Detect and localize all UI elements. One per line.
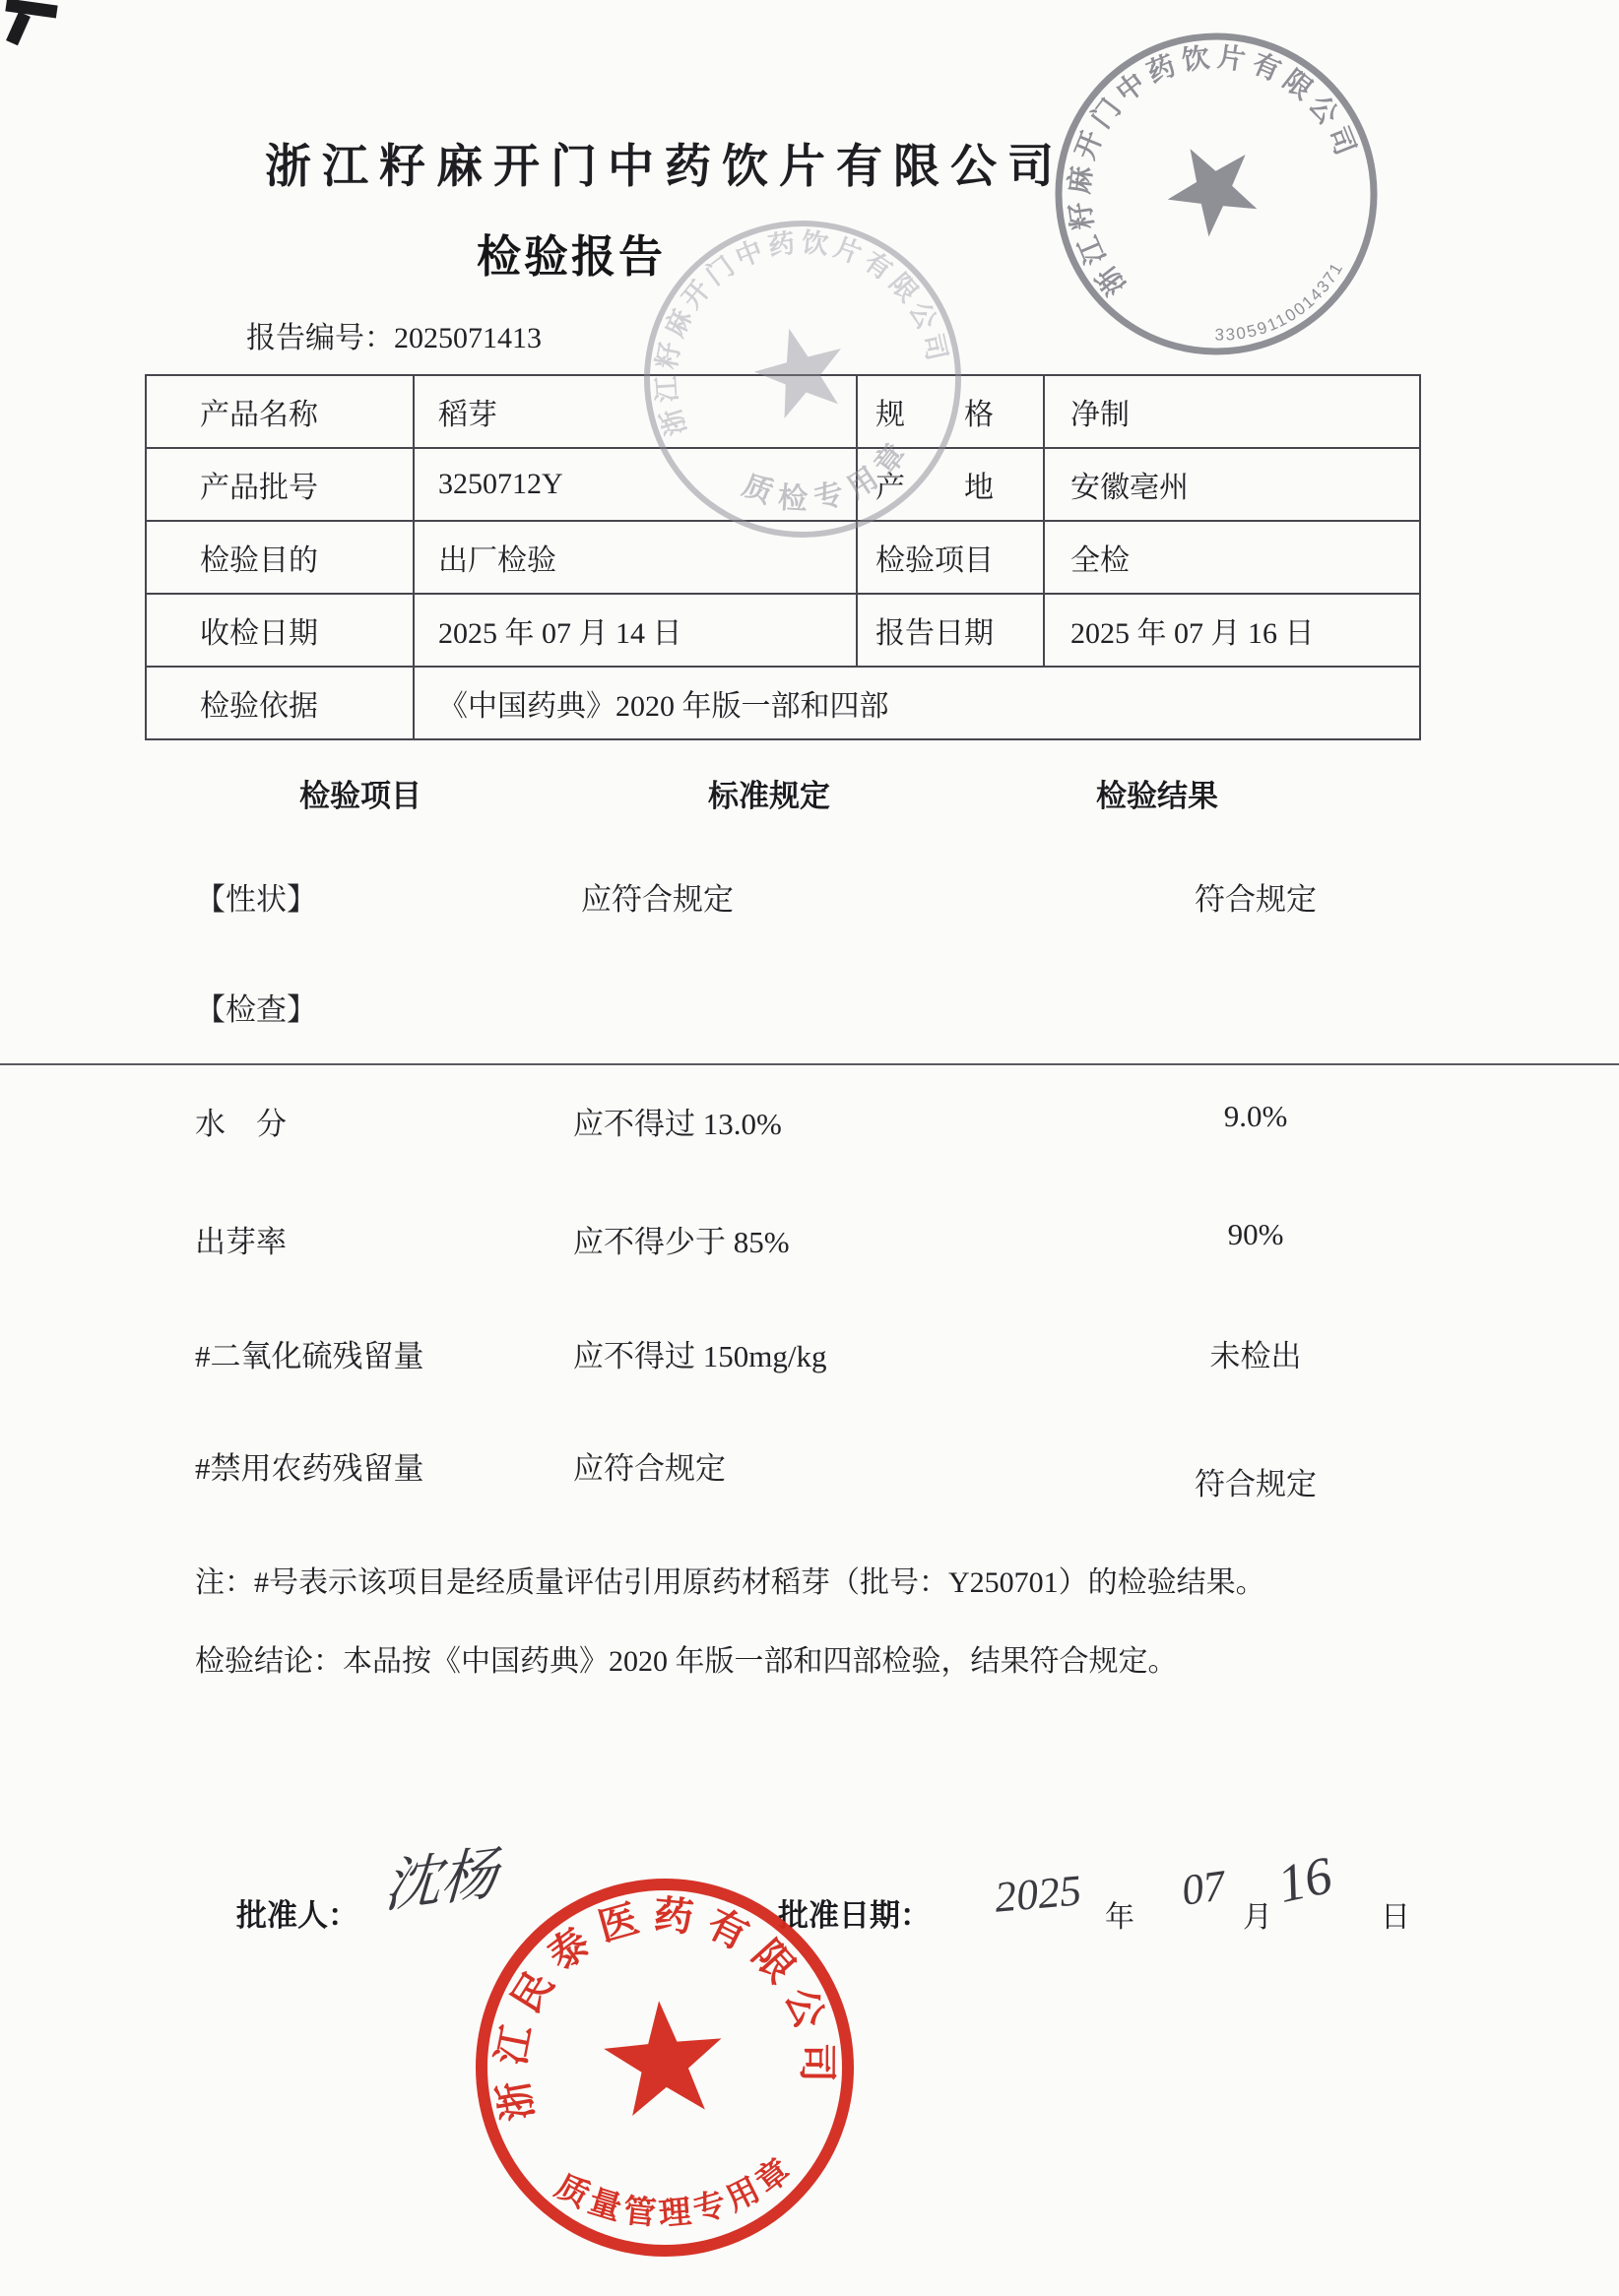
conclusion-note: 检验结论：本品按《中国药典》2020 年版一部和四部检验，结果符合规定。 [195, 1645, 1178, 1678]
approval-date-year: 2025 [993, 1866, 1083, 1922]
seal-company-text: 浙江民泰医药有限公司 [488, 1891, 840, 2125]
label-purpose: 检验目的 [146, 521, 414, 594]
approval-date-month: 07 [1178, 1861, 1229, 1915]
seal-number-text: 33059110014371 [1214, 258, 1347, 345]
item-result: 90% [1227, 1217, 1284, 1251]
label-receive-date: 收检日期 [146, 594, 414, 667]
label-origin: 产 地 [857, 448, 1044, 521]
result-row-moisture [0, 1099, 1619, 1142]
company-title: 浙江籽麻开门中药饮片有限公司 [265, 142, 1065, 193]
item-name: 水 分 [195, 1107, 287, 1141]
table-row [146, 594, 1420, 667]
star-icon [745, 317, 855, 422]
value-origin: 安徽亳州 [1044, 448, 1420, 521]
report-number-value: 2025071413 [394, 322, 542, 354]
value-test-items: 全检 [1044, 521, 1420, 594]
item-result: 符合规定 [1195, 882, 1317, 917]
column-header-standard: 标准规定 [708, 779, 830, 813]
year-unit: 年 [1105, 1901, 1134, 1934]
svg-text:33059110014371 [1206, 254, 1358, 363]
section-divider-line [0, 1063, 1619, 1065]
table-row [146, 667, 1420, 739]
star-icon [600, 1996, 727, 2118]
report-number-label: 报告编号： [246, 322, 394, 354]
value-receive-date: 2025 年 07 月 14 日 [414, 594, 857, 667]
item-standard: 应不得过 13.0% [573, 1107, 782, 1141]
item-standard: 应不得过 150mg/kg [573, 1339, 827, 1373]
value-report-date: 2025 年 07 月 16 日 [1044, 594, 1420, 667]
company-seal-stamp [974, 0, 1458, 436]
column-header-item: 检验项目 [299, 779, 421, 813]
result-row-pesticide [0, 1443, 1619, 1501]
approver-label: 批准人： [236, 1898, 358, 1933]
item-name: 【性状】 [195, 882, 317, 917]
value-product-name: 稻芽 [414, 375, 857, 448]
label-product-name: 产品名称 [146, 375, 414, 448]
label-report-date: 报告日期 [857, 594, 1044, 667]
item-result: 未检出 [1209, 1339, 1302, 1373]
result-row-character [0, 874, 1619, 918]
seal-company-text: 浙江籽麻开门中药饮片有限公司 [1065, 41, 1363, 301]
approver-signature: 沈杨 [382, 1840, 500, 1920]
result-section-inspection [0, 985, 1619, 1028]
item-name: #二氧化硫残留量 [195, 1339, 424, 1373]
column-header-result: 检验结果 [1096, 779, 1218, 813]
item-standard: 应符合规定 [573, 1451, 726, 1486]
value-basis: 《中国药典》2020 年版一部和四部 [414, 667, 1420, 739]
approval-date-label: 批准日期： [778, 1898, 931, 1933]
report-title: 检验报告 [476, 231, 666, 282]
seal-company-text: 浙江籽麻开门中药饮片有限公司 [651, 227, 953, 440]
star-icon [1151, 126, 1271, 245]
item-name: 出芽率 [195, 1225, 287, 1259]
remark-note: 注：#号表示该项目是经质量评估引用原药材稻芽（批号：Y250701）的检验结果。 [195, 1566, 1265, 1599]
quality-seal-stamp [444, 1847, 886, 2289]
label-batch-no: 产品批号 [146, 448, 414, 521]
report-number [246, 313, 542, 356]
svg-text:质检专用章 [731, 425, 928, 536]
scan-artifact [6, 12, 31, 46]
seal-label-text: 质量管理专用章 [549, 2149, 802, 2234]
day-unit: 日 [1381, 1901, 1410, 1934]
month-unit: 月 [1243, 1901, 1272, 1934]
value-batch-no: 3250712Y [414, 448, 857, 521]
scan-artifact [5, 0, 57, 19]
label-basis: 检验依据 [146, 667, 414, 739]
label-spec: 规 格 [857, 375, 1044, 448]
approval-date-day: 16 [1272, 1845, 1337, 1914]
item-standard: 应不得少于 85% [573, 1225, 790, 1259]
value-spec: 净制 [1044, 375, 1420, 448]
label-test-items: 检验项目 [857, 521, 1044, 594]
seal-label-text: 质检专用章 [738, 430, 919, 517]
item-name: 【检查】 [195, 992, 317, 1027]
result-row-germination [0, 1217, 1619, 1260]
item-result: 符合规定 [1195, 1467, 1317, 1501]
result-row-so2 [0, 1331, 1619, 1374]
item-result: 9.0% [1223, 1099, 1288, 1133]
item-name: #禁用农药残留量 [195, 1451, 424, 1486]
value-purpose: 出厂检验 [414, 521, 857, 594]
item-standard: 应符合规定 [581, 882, 734, 917]
